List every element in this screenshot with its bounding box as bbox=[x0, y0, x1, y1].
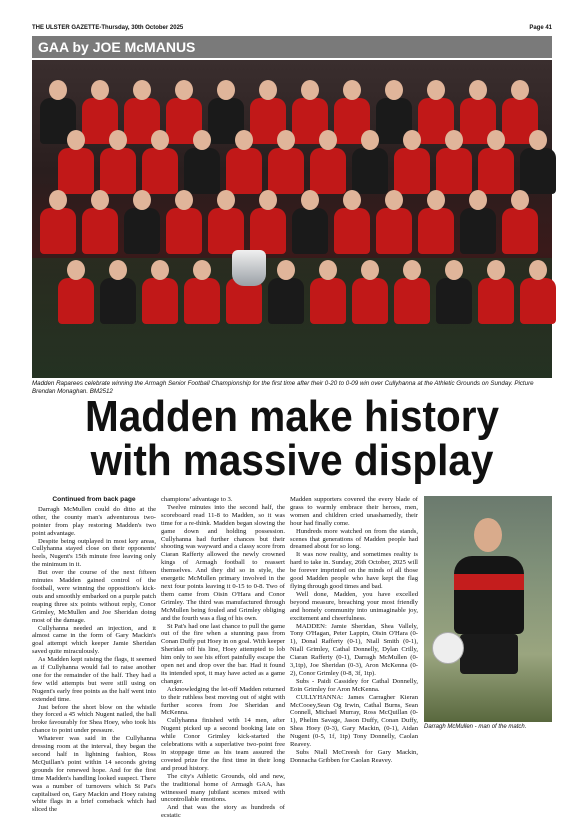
player-head bbox=[151, 260, 169, 280]
player-head bbox=[385, 80, 403, 100]
player-head bbox=[403, 130, 421, 150]
jersey-stripe bbox=[454, 574, 524, 590]
paragraph: Just before the short blow on the whistle they forced a 45 which Nugent nailed, the ball broke favourably for Shea Hoey, who took his chance to point under pressure. bbox=[32, 703, 156, 735]
paragraph: Despite being outplayed in most key areas, Cullyhanna stayed close on their opponents' heels, Nugent's 15th minute free leaving only the minimum in it. bbox=[32, 537, 156, 569]
player-head bbox=[277, 130, 295, 150]
player-head bbox=[175, 80, 193, 100]
player-jersey bbox=[454, 556, 524, 634]
player-jersey bbox=[40, 208, 76, 254]
player-head bbox=[319, 260, 337, 280]
player-head bbox=[109, 260, 127, 280]
paragraph: Cullyhanna needed an injection, and it almost came in the form of Gary Mackin's goal attempt which keeper Jamie Sheridan saved quite miraculously. bbox=[32, 624, 156, 656]
player-head bbox=[474, 518, 502, 552]
paragraph: And that was the story as hundreds of ecstatic bbox=[161, 804, 285, 820]
player-jersey bbox=[226, 148, 262, 194]
player-head bbox=[361, 130, 379, 150]
player-jersey bbox=[292, 208, 328, 254]
player-jersey bbox=[478, 148, 514, 194]
player-head bbox=[193, 130, 211, 150]
player-head bbox=[361, 260, 379, 280]
player-head bbox=[427, 80, 445, 100]
player-head bbox=[49, 80, 67, 100]
player-head bbox=[49, 190, 67, 210]
paragraph: It was now reality, and sometimes reality is hard to take in. Sunday, 26th October, 2025 will be forever imprinted on the minds of all those good Madden people who have kept the flag flying through good times and bad. bbox=[290, 551, 418, 590]
player-head bbox=[385, 190, 403, 210]
player-jersey bbox=[460, 208, 496, 254]
player-head bbox=[193, 260, 211, 280]
player-jersey bbox=[394, 278, 430, 324]
team-lineup-cullyhanna: CULLYHANNA: James Carragher Kieran McCooey,Sean Og Irwin, Cathal Burns, Sean Connell, Michael Murray, Ross McQuillan (0-1), Phelim Savage, Jason Duffy, Conan Duffy, Shea Hoey (0-3), Gary Mackin, (0-1), Aidan Nugent (0-5, 1f, 1tp) Tony Donnelly, Caolan Reavey. bbox=[290, 693, 418, 749]
player-jersey bbox=[208, 208, 244, 254]
player-head bbox=[67, 130, 85, 150]
player-jersey bbox=[478, 278, 514, 324]
player-head bbox=[91, 80, 109, 100]
player-head bbox=[259, 80, 277, 100]
page-number: Page 41 bbox=[529, 25, 552, 31]
newspaper-dateline: THE ULSTER GAZETTE-Thursday, 30th October 2025 bbox=[32, 25, 184, 31]
subs-madden: Subs - Paidi Cassidey for Cathal Donnelly, Eoin Grimley for Aron McKenna. bbox=[290, 677, 418, 693]
article-headline bbox=[32, 392, 552, 485]
player-jersey bbox=[352, 148, 388, 194]
player-head bbox=[109, 130, 127, 150]
player-jersey bbox=[184, 148, 220, 194]
player-head bbox=[529, 130, 547, 150]
player-jersey bbox=[184, 278, 220, 324]
player-head bbox=[427, 190, 445, 210]
team-lineup-madden: MADDEN: Jamie Sheridan, Shea Vallely, Tony O'Hagan, Peter Lappin, Oisin O'Hara (0-1), Donal Rafferty (0-1), Niall Smith (0-1), Niall Grimley, Cathal Donnelly, Dylan Crilly, Ciaran Rafferty (0-1), Darragh McMullen (0-3,1tp), Joe Sheridan (0-3), Aron McKenna (0-2), Conor Grimley (0-8, 3f, 1tp). bbox=[290, 622, 418, 677]
paragraph: Twelve minutes into the second half, the scoreboard read 11-8 to Madden, so it was time for a re-think. Madden began slowing the game down and holding possession. Cullyhanna had further chances but their shooting was wayward and a classy score from Ciaran Rafferty allowed the newly crowned kings of Armagh football to reassert themselves. And they did so in style, the energetic McMullen primary involved in the next four points leaving it 0-15 to 0-8. Two of them came from Oisin O'Hara and Conor Grimley. The third was manufactured through McMullen being fouled and Grimley obliging and the fourth was a flag of his own. bbox=[161, 503, 285, 622]
paragraph: champions' advantage to 3. bbox=[161, 496, 233, 503]
player-jersey bbox=[58, 148, 94, 194]
player-head bbox=[319, 130, 337, 150]
article-column-3 bbox=[290, 496, 418, 764]
player-jersey bbox=[166, 208, 202, 254]
player-head bbox=[301, 190, 319, 210]
headline-line-2: with massive display bbox=[90, 436, 494, 485]
section-banner bbox=[32, 36, 552, 58]
player-head bbox=[469, 80, 487, 100]
player-jersey bbox=[250, 208, 286, 254]
paragraph: Well done, Madden, you have excelled beyond measure, breaching your most friendly and homely community into unimaginable joy, excitement and cheerfulness. bbox=[290, 590, 418, 622]
paragraph: Madden supporters covered the every blade of grass to warmly embrace their heroes, men, women and children cried unashamedly, their hour had finally come. bbox=[290, 496, 418, 527]
player-head bbox=[301, 80, 319, 100]
player-jersey bbox=[124, 208, 160, 254]
player-head bbox=[469, 190, 487, 210]
player-jersey bbox=[334, 208, 370, 254]
photo-caption: Madden Raparees celebrate winning the Armagh Senior Football Championship for the first time after their 0-20 to 0-09 win over Cullyhanna at the Athletic Grounds on Sunday. Picture Brendan Monaghan. BM2512 bbox=[32, 380, 534, 395]
player-jersey bbox=[142, 278, 178, 324]
player-jersey bbox=[394, 148, 430, 194]
player-jersey bbox=[310, 148, 346, 194]
player-jersey bbox=[142, 148, 178, 194]
player-head bbox=[343, 80, 361, 100]
player-jersey bbox=[268, 148, 304, 194]
player-head bbox=[151, 130, 169, 150]
trophy-icon bbox=[232, 250, 266, 286]
paragraph: St Pat's had one last chance to pull the game out of the fire when a stunning pass from Conan Duffy put Hoey in on goal. With keeper Sheridan off his line, Hoey attempted to lob him only to see his effort painfully escape the open net and drop over the bar. Had it found its intended spot, it may have acted as a game changer. bbox=[161, 622, 285, 685]
paragraph: Whatever was said in the Cullyhanna dressing room at the interval, they began the second half in lightning fashion, Ross McQuillan's point within 14 seconds giving grounds for renewed hope. And for the first time Madden's handling looked suspect. There was a number of turnovers which St Pat's capitalised on, Gary Mackin and Hoey raising white flags in a brief comeback which had sliced the bbox=[32, 735, 156, 814]
player-jersey bbox=[520, 278, 556, 324]
player-head bbox=[217, 190, 235, 210]
player-jersey bbox=[100, 278, 136, 324]
football-icon bbox=[432, 632, 464, 664]
paragraph: Darragh McMullen could do ditto at the other, the county man's adventurous two-pointer from play restoring Madden's two point advantage. bbox=[32, 505, 156, 537]
player-jersey bbox=[502, 208, 538, 254]
player-head bbox=[91, 190, 109, 210]
player-shorts bbox=[460, 634, 518, 674]
player-head bbox=[529, 260, 547, 280]
player-head bbox=[277, 260, 295, 280]
player-jersey bbox=[100, 148, 136, 194]
player-head bbox=[445, 130, 463, 150]
article-column-2 bbox=[161, 496, 285, 820]
paragraph: Hundreds more watched on from the stands, scenes that generations of Madden people had dreamed about for so long. bbox=[290, 527, 418, 551]
player-head bbox=[403, 260, 421, 280]
player-head bbox=[511, 190, 529, 210]
paragraph: As Madden kept raising the flags, it seemed as if Cullyhanna would fail to raise another one for the remainder of the half. They had a few wild attempts but were still using on Nugent's early free points as the half went into extended time. bbox=[32, 656, 156, 703]
player-jersey bbox=[418, 208, 454, 254]
player-head bbox=[511, 80, 529, 100]
subs-cullyhanna: Subs Niall McCreesh for Gary Mackin, Donnacha Gribben for Caolan Reavey. bbox=[290, 749, 418, 764]
player-jersey bbox=[436, 148, 472, 194]
player-jersey bbox=[268, 278, 304, 324]
player-jersey bbox=[376, 208, 412, 254]
player-head bbox=[133, 80, 151, 100]
headline-line-1: Madden make history bbox=[85, 392, 499, 441]
player-head bbox=[217, 80, 235, 100]
continued-label: Continued from back page bbox=[52, 496, 136, 503]
player-head bbox=[343, 190, 361, 210]
player-head bbox=[487, 130, 505, 150]
main-team-photo bbox=[32, 60, 552, 378]
page-header bbox=[32, 24, 552, 34]
player-head bbox=[175, 190, 193, 210]
player-head bbox=[445, 260, 463, 280]
player-head bbox=[133, 190, 151, 210]
player-head bbox=[487, 260, 505, 280]
paragraph: Acknowledging the let-off Madden returned to their ruthless best moving out of sight with further scores from Joe Sheridan and McKenna. bbox=[161, 685, 285, 717]
player-jersey bbox=[520, 148, 556, 194]
section-title: GAA by JOE McMANUS bbox=[38, 39, 196, 55]
player-jersey bbox=[82, 208, 118, 254]
player-head bbox=[67, 260, 85, 280]
paragraph: The city's Athletic Grounds, old and new, the traditional home of Armagh GAA, has witnessed many jubilant scenes mixed with uncontrollable emotions. bbox=[161, 772, 285, 804]
player-head bbox=[235, 130, 253, 150]
paragraph: Cullyhanna finished with 14 men, after Nugent picked up a second booking late on while Conor Grimley kick-started the celebrations with a superlative two-point free in stoppage time as his team assured the coveted prize for the first time in their long and proud history. bbox=[161, 717, 285, 772]
player-head bbox=[259, 190, 277, 210]
article-column-1 bbox=[32, 496, 156, 814]
player-photo bbox=[424, 496, 552, 722]
player-jersey bbox=[58, 278, 94, 324]
player-jersey bbox=[310, 278, 346, 324]
player-jersey bbox=[436, 278, 472, 324]
paragraph: But over the course of the next fifteen minutes Madden gained control of the football, were winning the opposition's kick-outs and smoothly embarked on a purple patch reaping three six points without reply, Conor Grimley, McMullen and Joe Sheridan doing most of the damage. bbox=[32, 569, 156, 624]
player-jersey bbox=[352, 278, 388, 324]
player-photo-caption: Darragh McMullen - man of the match. bbox=[424, 724, 527, 730]
